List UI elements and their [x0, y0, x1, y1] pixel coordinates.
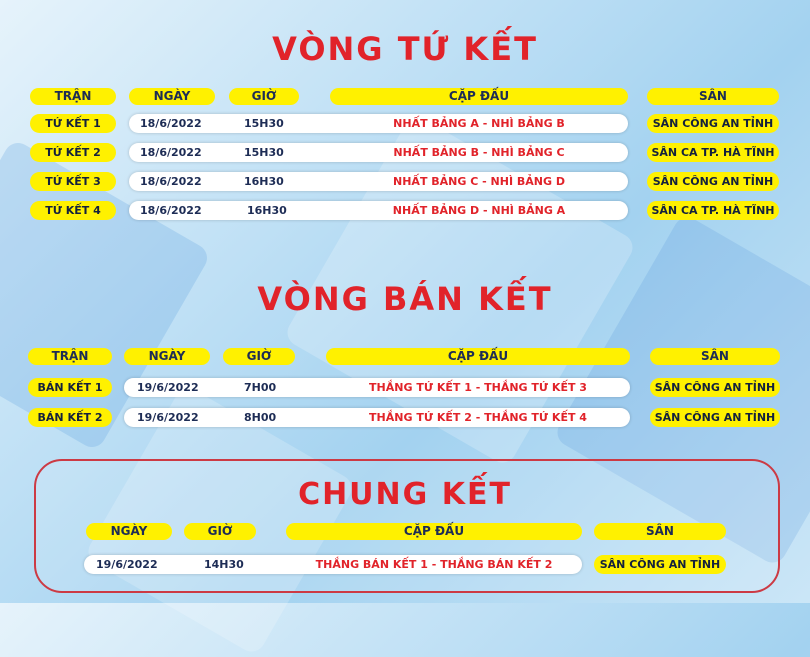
- qf-4-venue: SÂN CA TP. HÀ TĨNH: [647, 201, 779, 220]
- sf-header-venue: SÂN: [650, 348, 780, 365]
- sf-header-date: NGÀY: [124, 348, 210, 365]
- qf-1-venue: SÂN CÔNG AN TỈNH: [647, 114, 779, 133]
- sf-1-venue: SÂN CÔNG AN TỈNH: [650, 378, 780, 397]
- sf-1-time: 7H00: [244, 381, 277, 394]
- qf-2-date: 18/6/2022: [140, 146, 202, 159]
- qf-1-label: TỨ KẾT 1: [30, 114, 116, 133]
- sf-2-pairing: THẮNG TỨ KẾT 2 - THẮNG TỨ KẾT 4: [369, 411, 587, 424]
- qf-3-venue: SÂN CÔNG AN TỈNH: [647, 172, 779, 191]
- qf-header-date: NGÀY: [129, 88, 215, 105]
- sf-2-venue: SÂN CÔNG AN TỈNH: [650, 408, 780, 427]
- qf-3-time: 16H30: [244, 175, 284, 188]
- sf-header-pairing: CẶP ĐẤU: [326, 348, 630, 365]
- qf-4-label: TỨ KẾT 4: [30, 201, 116, 220]
- final-header-venue: SÂN: [594, 523, 726, 540]
- qf-4-time: 16H30: [247, 204, 287, 217]
- qf-3-pairing: NHẤT BẢNG C - NHÌ BẢNG D: [393, 175, 565, 188]
- sf-2-time: 8H00: [244, 411, 277, 424]
- final-time: 14H30: [204, 558, 244, 571]
- qf-2-label: TỨ KẾT 2: [30, 143, 116, 162]
- sf-1-date: 19/6/2022: [137, 381, 199, 394]
- semifinal-title: VÒNG BÁN KẾT: [257, 280, 553, 318]
- sf-header-match: TRẬN: [28, 348, 112, 365]
- qf-3-label: TỨ KẾT 3: [30, 172, 116, 191]
- qf-header-pairing: CẶP ĐẤU: [330, 88, 628, 105]
- quarterfinal-title: VÒNG TỨ KẾT: [272, 30, 538, 68]
- qf-2-pairing: NHẤT BẢNG B - NHÌ BẢNG C: [393, 146, 565, 159]
- qf-header-match: TRẬN: [30, 88, 116, 105]
- qf-1-time: 15H30: [244, 117, 284, 130]
- qf-1-date: 18/6/2022: [140, 117, 202, 130]
- final-title: CHUNG KẾT: [298, 477, 512, 512]
- final-header-pairing: CẶP ĐẤU: [286, 523, 582, 540]
- qf-2-venue: SÂN CA TP. HÀ TĨNH: [647, 143, 779, 162]
- final-date: 19/6/2022: [96, 558, 158, 571]
- sf-1-label: BÁN KẾT 1: [28, 378, 112, 397]
- sf-2-label: BÁN KẾT 2: [28, 408, 112, 427]
- qf-header-time: GIỜ: [229, 88, 299, 105]
- qf-2-time: 15H30: [244, 146, 284, 159]
- qf-4-pairing: NHẤT BẢNG D - NHÌ BẢNG A: [392, 204, 566, 217]
- qf-1-pairing: NHẤT BẢNG A - NHÌ BẢNG B: [393, 117, 565, 130]
- sf-header-time: GIỜ: [223, 348, 295, 365]
- final-venue: SÂN CÔNG AN TỈNH: [594, 555, 726, 574]
- sf-1-pairing: THẮNG TỨ KẾT 1 - THẮNG TỨ KẾT 3: [369, 381, 587, 394]
- qf-header-venue: SÂN: [647, 88, 779, 105]
- qf-3-date: 18/6/2022: [140, 175, 202, 188]
- final-header-date: NGÀY: [86, 523, 172, 540]
- final-header-time: GIỜ: [184, 523, 256, 540]
- sf-2-date: 19/6/2022: [137, 411, 199, 424]
- qf-4-date: 18/6/2022: [140, 204, 202, 217]
- final-pairing: THẮNG BÁN KẾT 1 - THẮNG BÁN KẾT 2: [315, 558, 553, 571]
